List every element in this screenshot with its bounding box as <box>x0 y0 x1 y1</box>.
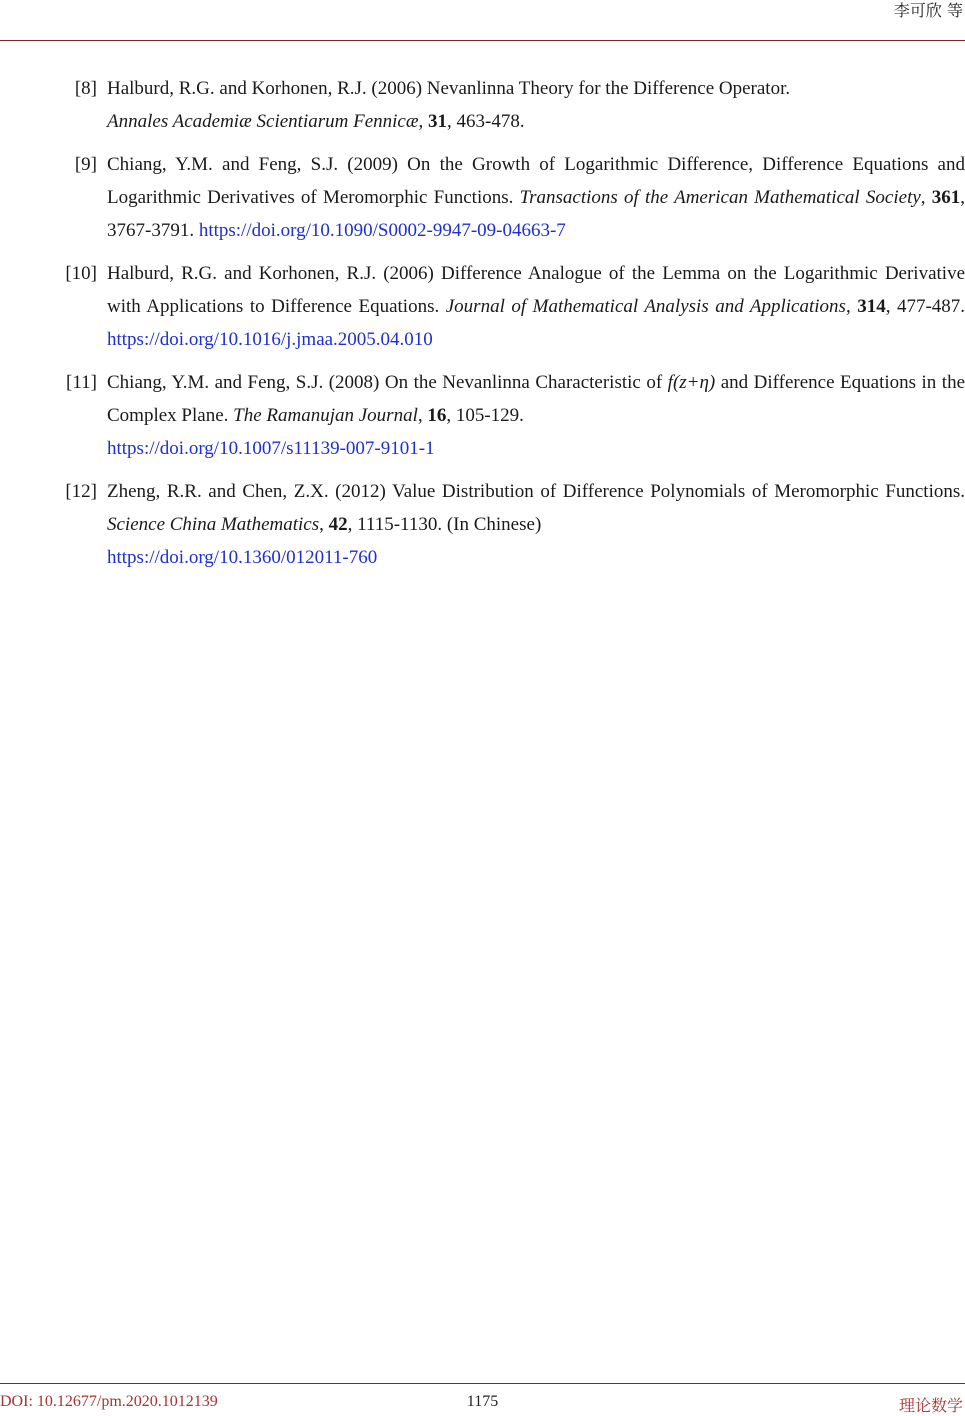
reference-item <box>0 366 965 465</box>
reference-pages: , 3767-3791. <box>107 187 965 241</box>
reference-doi-link[interactable]: https://doi.org/10.1360/012011-760 <box>107 547 378 568</box>
reference-doi-link[interactable]: https://doi.org/10.1007/s11139-007-9101-1 <box>107 438 435 459</box>
reference-pages: , 105-129. <box>446 405 524 426</box>
reference-authors-title: Zheng, R.R. and Chen, Z.X. (2012) Value Distribution of Difference Polynomials of Meromorphic Functions. <box>107 481 965 502</box>
running-header-author: 李可欣 等 <box>893 1 963 20</box>
reference-item <box>0 475 965 574</box>
reference-number: [9] <box>74 154 97 175</box>
page-number: 1175 <box>466 1393 499 1410</box>
reference-item <box>0 148 965 247</box>
reference-list <box>0 72 965 584</box>
reference-authors-title: Halburd, R.G. and Korhonen, R.J. (2006) Nevanlinna Theory for the Difference Operator. <box>107 78 791 99</box>
reference-authors-title: Halburd, R.G. and Korhonen, R.J. (2006) Difference Analogue of the Lemma on the Logarithmic Derivative with Applications to Difference Equations. <box>107 263 965 317</box>
reference-journal: Science China Mathematics <box>107 514 320 535</box>
reference-item <box>0 257 965 356</box>
reference-text: Halburd, R.G. and Korhonen, R.J. (2006) Nevanlinna Theory for the Difference Operator. Annales Academiæ Scientiarum Fennicæ, 31, 463-478. <box>107 78 791 132</box>
reference-doi-link[interactable]: https://doi.org/10.1090/S0002-9947-09-04663-7 <box>198 220 566 241</box>
reference-pages: , 463-478. <box>447 111 525 132</box>
reference-text: Zheng, R.R. and Chen, Z.X. (2012) Value Distribution of Difference Polynomials of Meromorphic Functions. Science China Mathematics, 42, 1115-1130. (In Chinese) https://doi.org/10.1360/012011-760 <box>107 481 965 568</box>
reference-number: [8] <box>74 78 97 99</box>
reference-text: Chiang, Y.M. and Feng, S.J. (2008) On the Nevanlinna Characteristic of f(z+η) and Difference Equations in the Complex Plane. The Ramanujan Journal, 16, 105-129. https://doi.org/10.1007/s11139-007-9101-1 <box>107 372 965 459</box>
reference-journal: The Ramanujan Journal <box>233 405 418 426</box>
reference-math-expression: f(z+η) <box>667 372 716 393</box>
reference-pages: , 477-487. <box>885 296 965 317</box>
reference-volume: 314 <box>857 296 886 317</box>
footer-journal-name: 理论数学 <box>898 1396 963 1415</box>
reference-journal: Annales Academiæ Scientiarum Fennicæ <box>107 111 419 132</box>
footer-doi: DOI: 10.12677/pm.2020.1012139 <box>0 1393 218 1410</box>
reference-authors-title: Chiang, Y.M. and Feng, S.J. (2008) On the Nevanlinna Characteristic of <box>107 372 663 393</box>
reference-authors-title: Chiang, Y.M. and Feng, S.J. (2009) On the Growth of Logarithmic Difference, Difference Equations and Logarithmic Derivatives of Meromorphic Functions. <box>107 154 965 208</box>
reference-authors-title-cont: and Difference Equations in the Complex Plane. <box>107 372 965 426</box>
reference-journal: Transactions of the American Mathematical Society <box>519 187 921 208</box>
reference-number: [11] <box>66 372 97 393</box>
reference-pages: , 1115-1130. (In Chinese) <box>347 514 542 535</box>
reference-number: [12] <box>65 481 97 502</box>
reference-volume: 31 <box>428 111 448 132</box>
reference-item <box>0 72 965 138</box>
reference-doi-link[interactable]: https://doi.org/10.1016/j.jmaa.2005.04.010 <box>107 329 433 350</box>
reference-number: [10] <box>65 263 97 284</box>
header-divider <box>0 40 965 41</box>
reference-text: Halburd, R.G. and Korhonen, R.J. (2006) Difference Analogue of the Lemma on the Logarithmic Derivative with Applications to Difference Equations. Journal of Mathematical Analysis and Applications, 314, 477-487. https://doi.org/10.1016/j.jmaa.2005.04.010 <box>107 263 965 350</box>
reference-journal: Journal of Mathematical Analysis and Applications <box>445 296 846 317</box>
reference-text: Chiang, Y.M. and Feng, S.J. (2009) On the Growth of Logarithmic Difference, Difference Equations and Logarithmic Derivatives of Meromorphic Functions. Transactions of the American Mathematical Society, 361, 3767-3791. https://doi.org/10.1090/S0002-9947-09-04663-7 <box>107 154 965 241</box>
footer-divider <box>0 1383 965 1384</box>
reference-volume: 16 <box>427 405 447 426</box>
reference-volume: 361 <box>931 187 961 208</box>
reference-volume: 42 <box>328 514 348 535</box>
